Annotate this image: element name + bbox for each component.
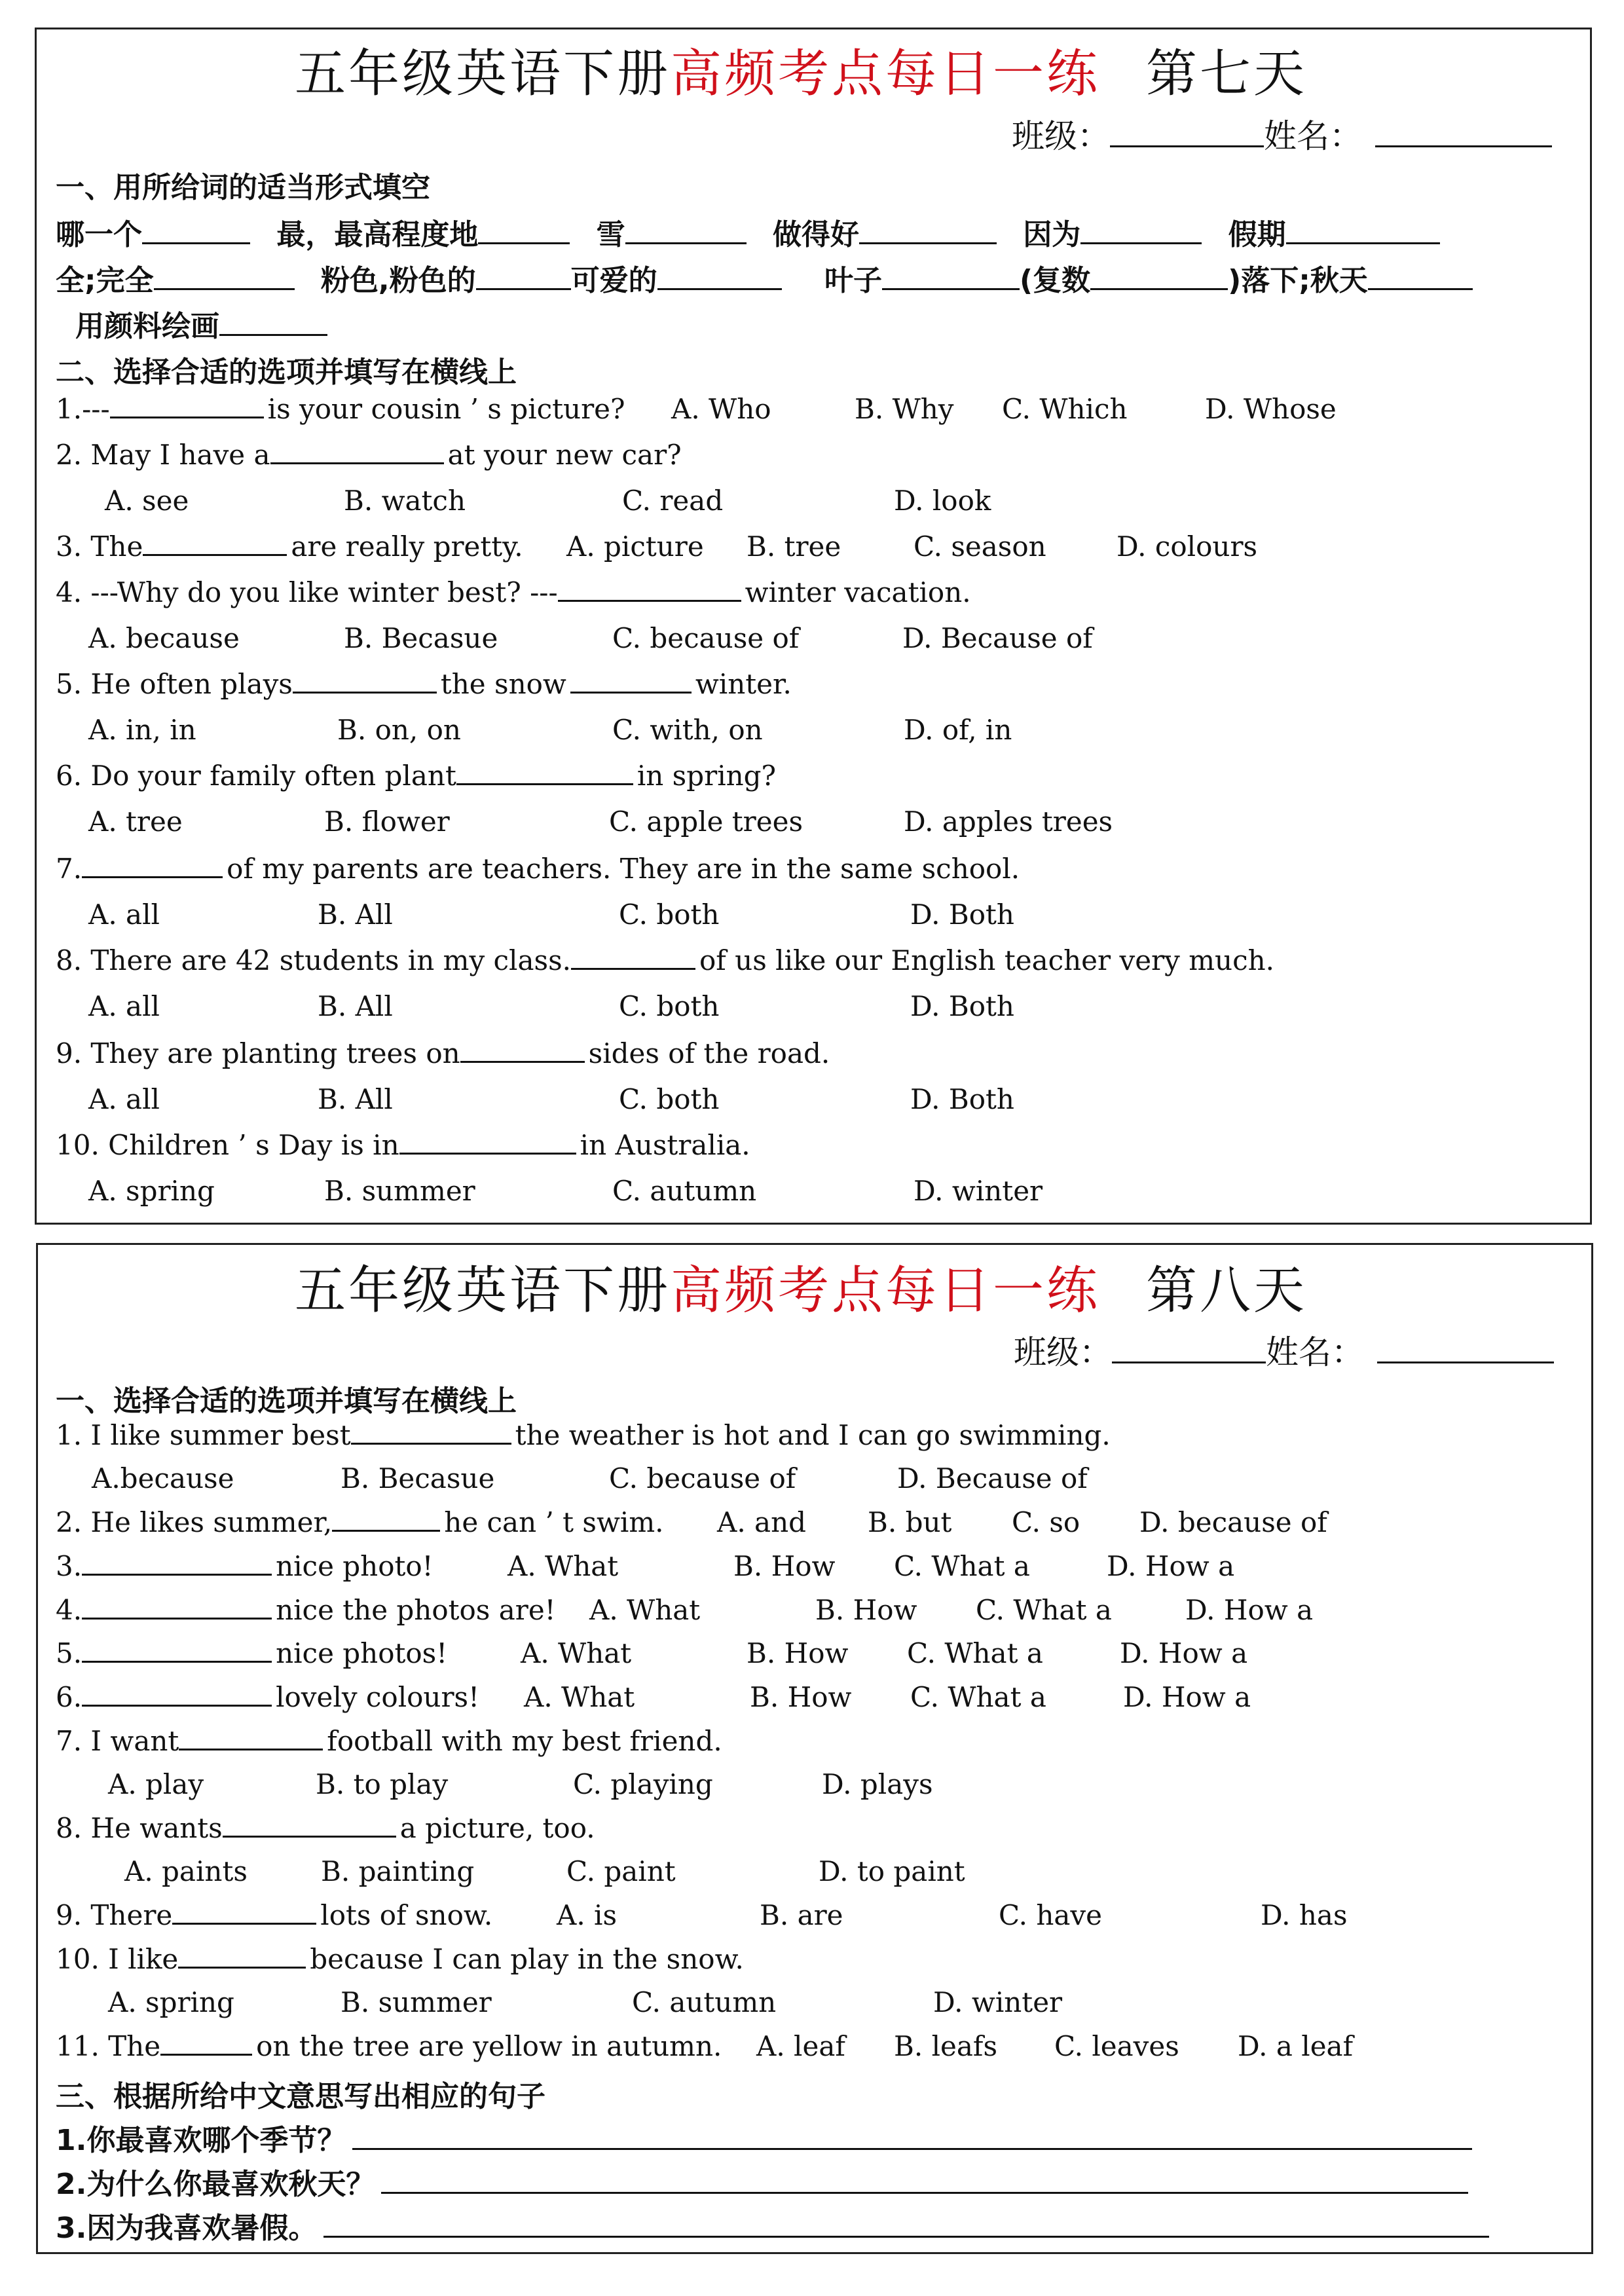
question-text: nice photos! bbox=[276, 1637, 448, 1669]
option-a[interactable]: A. and bbox=[717, 1506, 807, 1538]
option-a[interactable]: A. What bbox=[524, 1681, 635, 1713]
question-text: in spring? bbox=[637, 760, 777, 792]
section-heading: 一、用所给词的适当形式填空 bbox=[56, 171, 430, 204]
option-b[interactable]: B. How bbox=[815, 1594, 917, 1626]
question-row bbox=[56, 1681, 479, 1713]
answer-blank[interactable] bbox=[657, 287, 782, 290]
question-text: 11. The bbox=[56, 2030, 161, 2062]
question-text: a picture, too. bbox=[399, 1812, 595, 1844]
question-text: the weather is hot and I can go swimming. bbox=[515, 1419, 1111, 1451]
option-a[interactable]: A. spring bbox=[88, 1175, 215, 1207]
option-a[interactable]: A. tree bbox=[88, 805, 183, 838]
section-heading: 一、选择合适的选项并填写在横线上 bbox=[56, 1384, 517, 1418]
title-grade: 五年级英语下册 bbox=[295, 45, 671, 103]
option-a[interactable]: A. leaf bbox=[756, 2030, 845, 2062]
option-c[interactable]: C. both bbox=[619, 898, 720, 931]
worksheet-title-day8 bbox=[295, 1250, 1307, 1323]
question-text: because I can play in the snow. bbox=[310, 1943, 744, 1975]
question-text: 4. bbox=[56, 1594, 83, 1626]
option-a[interactable]: A. because bbox=[88, 622, 240, 654]
option-a[interactable]: A. What bbox=[589, 1594, 701, 1626]
answer-blank[interactable] bbox=[558, 599, 741, 602]
question-row bbox=[56, 1550, 434, 1582]
answer-blank[interactable] bbox=[82, 1704, 272, 1707]
option-b[interactable]: B. How bbox=[747, 1637, 849, 1669]
question-row bbox=[56, 530, 523, 563]
option-a[interactable]: A. see bbox=[105, 485, 189, 517]
option-c[interactable]: C. because of bbox=[612, 622, 800, 654]
option-b[interactable]: B. How bbox=[750, 1681, 852, 1713]
option-d[interactable]: D. to paint bbox=[819, 1855, 965, 1887]
answer-blank[interactable] bbox=[1090, 287, 1228, 290]
title-grade: 五年级英语下册 bbox=[295, 1261, 671, 1320]
option-b[interactable]: B. All bbox=[318, 898, 393, 931]
option-c[interactable]: C. What a bbox=[910, 1681, 1046, 1713]
question-text: 1.--- bbox=[56, 393, 110, 425]
option-b[interactable]: B. tree bbox=[747, 530, 841, 563]
answer-blank[interactable] bbox=[476, 287, 571, 290]
answer-blank[interactable] bbox=[571, 967, 695, 970]
answer-blank[interactable] bbox=[82, 876, 223, 878]
question-row bbox=[56, 1943, 744, 1975]
vocab-prompt: (复数 bbox=[1019, 264, 1091, 297]
vocab-prompt: 粉色,粉色的 bbox=[320, 264, 476, 297]
title-day: 第七天 bbox=[1146, 45, 1308, 103]
question-row bbox=[56, 944, 1274, 976]
question-text: winter. bbox=[695, 668, 792, 700]
question-row bbox=[56, 1037, 830, 1069]
question-text: of us like our English teacher very much. bbox=[699, 944, 1275, 976]
question-text: 2. May I have a bbox=[56, 439, 270, 471]
answer-blank[interactable] bbox=[219, 333, 327, 336]
answer-line[interactable] bbox=[352, 2147, 1472, 2150]
question-text: football with my best friend. bbox=[327, 1725, 722, 1757]
option-b[interactable]: B. Why bbox=[855, 393, 954, 425]
answer-line[interactable] bbox=[381, 2191, 1468, 2194]
question-row bbox=[56, 668, 792, 700]
vocab-prompt: 雪 bbox=[596, 218, 625, 251]
vocab-prompt: 最，最高程度地 bbox=[276, 218, 479, 251]
question-text: 2. He likes summer, bbox=[56, 1506, 333, 1538]
option-c[interactable]: C. season bbox=[913, 530, 1046, 563]
option-b[interactable]: B. flower bbox=[324, 805, 450, 838]
question-text: 9. They are planting trees on bbox=[56, 1037, 460, 1069]
question-text: 10. Children ’ s Day is in bbox=[56, 1129, 399, 1161]
answer-blank[interactable] bbox=[1286, 242, 1440, 244]
vocab-row bbox=[56, 211, 1440, 253]
option-b[interactable]: B. All bbox=[318, 1083, 393, 1115]
option-b[interactable]: B. to play bbox=[316, 1768, 449, 1800]
translation-prompt: 2.为什么你最喜欢秋天？ bbox=[56, 2168, 375, 2201]
option-b[interactable]: B. summer bbox=[324, 1175, 475, 1207]
vocab-prompt: 因为 bbox=[1023, 218, 1081, 251]
question-text: is your cousin ’ s picture? bbox=[267, 393, 625, 425]
answer-blank[interactable] bbox=[570, 691, 692, 694]
question-text: nice the photos are! bbox=[276, 1594, 556, 1626]
answer-blank[interactable] bbox=[478, 242, 570, 244]
question-text: 3. bbox=[56, 1550, 83, 1582]
option-d[interactable]: D. apples trees bbox=[904, 805, 1113, 838]
option-a[interactable]: A. What bbox=[507, 1550, 619, 1582]
option-d[interactable]: D. plays bbox=[822, 1768, 933, 1800]
option-c[interactable]: C. playing bbox=[573, 1768, 713, 1800]
question-text: 8. There are 42 students in my class. bbox=[56, 944, 571, 976]
answer-blank[interactable] bbox=[110, 416, 264, 418]
option-b[interactable]: B. leafs bbox=[894, 2030, 997, 2062]
answer-blank[interactable] bbox=[82, 1617, 272, 1620]
question-text: sides of the road. bbox=[588, 1037, 830, 1069]
option-d[interactable]: D. Whose bbox=[1205, 393, 1337, 425]
question-row bbox=[56, 1812, 595, 1844]
title-highlight: 高频考点每日一练 bbox=[671, 45, 1101, 103]
question-text: lots of snow. bbox=[320, 1899, 493, 1931]
option-d[interactable]: D. colours bbox=[1116, 530, 1258, 563]
option-b[interactable]: B. on, on bbox=[337, 714, 461, 746]
option-c[interactable]: C. read bbox=[622, 485, 724, 517]
option-a[interactable]: A. Who bbox=[671, 393, 771, 425]
name-label: 姓名： bbox=[1264, 117, 1362, 155]
translation-item bbox=[56, 2204, 1489, 2246]
question-text: on the tree are yellow in autumn. bbox=[256, 2030, 722, 2062]
option-c[interactable]: C. so bbox=[1012, 1506, 1080, 1538]
option-a[interactable]: A. play bbox=[108, 1768, 204, 1800]
vocab-row bbox=[56, 257, 1473, 299]
vocab-prompt: 可爱的 bbox=[570, 264, 657, 297]
answer-blank[interactable] bbox=[82, 1573, 272, 1576]
question-text: at your new car? bbox=[447, 439, 682, 471]
translation-prompt: 3.因为我喜欢暑假。 bbox=[56, 2212, 318, 2245]
answer-blank[interactable] bbox=[143, 553, 287, 556]
answer-blank[interactable] bbox=[460, 1060, 585, 1063]
section-heading: 三、根据所给中文意思写出相应的句子 bbox=[56, 2080, 545, 2113]
class-blank[interactable] bbox=[1110, 145, 1264, 147]
question-text: 6. bbox=[56, 1681, 83, 1713]
question-text: 3. The bbox=[56, 530, 143, 563]
name-label: 姓名： bbox=[1266, 1333, 1364, 1371]
option-a[interactable]: A. picture bbox=[566, 530, 704, 563]
vocab-prompt: 用颜料绘画 bbox=[75, 310, 219, 343]
answer-blank[interactable] bbox=[332, 1529, 440, 1532]
answer-line[interactable] bbox=[323, 2235, 1489, 2238]
question-row bbox=[56, 2030, 722, 2062]
option-c[interactable]: C. What a bbox=[907, 1637, 1043, 1669]
title-highlight: 高频考点每日一练 bbox=[671, 1261, 1101, 1320]
question-row bbox=[56, 576, 971, 608]
option-b[interactable]: B. Becasue bbox=[341, 1462, 495, 1494]
vocab-prompt: 全;完全 bbox=[56, 264, 154, 297]
answer-blank[interactable] bbox=[859, 242, 997, 244]
question-text: 8. He wants bbox=[56, 1812, 223, 1844]
option-c[interactable]: C. autumn bbox=[632, 1986, 777, 2018]
vocab-prompt: 假期 bbox=[1228, 218, 1286, 251]
translation-item bbox=[56, 2160, 1468, 2202]
option-c[interactable]: C. What a bbox=[976, 1594, 1112, 1626]
question-row bbox=[56, 1129, 750, 1161]
question-text: winter vacation. bbox=[745, 576, 971, 608]
option-d[interactable]: D. Both bbox=[910, 1083, 1014, 1115]
option-d[interactable]: D. of, in bbox=[904, 714, 1012, 746]
option-c[interactable]: C. paint bbox=[566, 1855, 676, 1887]
name-blank[interactable] bbox=[1377, 1361, 1554, 1363]
answer-blank[interactable] bbox=[179, 1748, 323, 1750]
question-row bbox=[56, 853, 1020, 885]
answer-blank[interactable] bbox=[172, 1922, 316, 1925]
option-d[interactable]: D. How a bbox=[1185, 1594, 1314, 1626]
question-text: are really pretty. bbox=[291, 530, 523, 563]
question-text: 5. He often plays bbox=[56, 668, 293, 700]
question-text: the snow bbox=[440, 668, 566, 700]
vocab-prompt: 叶子 bbox=[824, 264, 882, 297]
option-a[interactable]: A. all bbox=[88, 1083, 160, 1115]
option-a[interactable]: A. spring bbox=[108, 1986, 234, 2018]
question-text: of my parents are teachers. They are in the same school. bbox=[227, 853, 1020, 885]
question-text: 1. I like summer best bbox=[56, 1419, 351, 1451]
class-blank[interactable] bbox=[1112, 1361, 1266, 1363]
class-label: 班级： bbox=[1012, 117, 1110, 155]
option-d[interactable]: D. because of bbox=[1139, 1506, 1327, 1538]
question-text: in Australia. bbox=[580, 1129, 750, 1161]
question-text: 7. I want bbox=[56, 1725, 179, 1757]
name-blank[interactable] bbox=[1375, 145, 1552, 147]
question-row bbox=[56, 760, 776, 792]
option-d[interactable]: D. Because of bbox=[902, 622, 1093, 654]
question-row bbox=[56, 1637, 447, 1669]
option-c[interactable]: C. both bbox=[619, 990, 720, 1022]
class-name-row-day7 bbox=[1012, 110, 1552, 157]
answer-blank[interactable] bbox=[625, 242, 747, 244]
option-c[interactable]: C. have bbox=[999, 1899, 1103, 1931]
option-a[interactable]: A.because bbox=[92, 1462, 234, 1494]
option-a[interactable]: A. all bbox=[88, 898, 160, 931]
question-row bbox=[56, 1419, 1111, 1451]
answer-blank[interactable] bbox=[160, 2053, 252, 2056]
option-d[interactable]: D. How a bbox=[1107, 1550, 1235, 1582]
option-d[interactable]: D. How a bbox=[1123, 1681, 1251, 1713]
question-text: lovely colours! bbox=[276, 1681, 479, 1713]
option-b[interactable]: B. How bbox=[733, 1550, 836, 1582]
class-label: 班级： bbox=[1014, 1333, 1112, 1371]
translation-item bbox=[56, 2117, 1472, 2158]
option-a[interactable]: A. in, in bbox=[88, 714, 196, 746]
answer-blank[interactable] bbox=[270, 462, 444, 464]
answer-blank[interactable] bbox=[154, 287, 295, 290]
option-c[interactable]: C. because of bbox=[609, 1462, 796, 1494]
question-text: 9. There bbox=[56, 1899, 173, 1931]
option-d[interactable]: D. look bbox=[894, 485, 991, 517]
answer-blank[interactable] bbox=[882, 287, 1020, 290]
answer-blank[interactable] bbox=[351, 1442, 511, 1445]
question-row bbox=[56, 1899, 492, 1931]
answer-blank[interactable] bbox=[82, 1660, 272, 1663]
option-d[interactable]: D. winter bbox=[933, 1986, 1063, 2018]
answer-blank[interactable] bbox=[456, 783, 633, 785]
option-d[interactable]: D. has bbox=[1261, 1899, 1348, 1931]
option-c[interactable]: C. apple trees bbox=[609, 805, 803, 838]
option-a[interactable]: A. all bbox=[88, 990, 160, 1022]
title-day: 第八天 bbox=[1146, 1261, 1308, 1320]
question-text: he can ’ t swim. bbox=[444, 1506, 664, 1538]
vocab-prompt: 哪一个 bbox=[56, 218, 142, 251]
option-b[interactable]: B. are bbox=[760, 1899, 843, 1931]
option-b[interactable]: B. painting bbox=[321, 1855, 475, 1887]
answer-blank[interactable] bbox=[399, 1152, 576, 1155]
option-c[interactable]: C. Which bbox=[1002, 393, 1128, 425]
option-d[interactable]: D. Both bbox=[910, 898, 1014, 931]
translation-prompt: 1.你最喜欢哪个季节？ bbox=[56, 2124, 346, 2157]
answer-blank[interactable] bbox=[223, 1835, 396, 1838]
option-c[interactable]: C. leaves bbox=[1054, 2030, 1179, 2062]
option-a[interactable]: A. paints bbox=[124, 1855, 248, 1887]
option-d[interactable]: D. a leaf bbox=[1238, 2030, 1354, 2062]
option-b[interactable]: B. All bbox=[318, 990, 393, 1022]
option-b[interactable]: B. but bbox=[868, 1506, 952, 1538]
option-d[interactable]: D. winter bbox=[913, 1175, 1043, 1207]
option-d[interactable]: D. Both bbox=[910, 990, 1014, 1022]
option-a[interactable]: A. is bbox=[557, 1899, 618, 1931]
question-text: 5. bbox=[56, 1637, 83, 1669]
option-c[interactable]: C. What a bbox=[894, 1550, 1030, 1582]
option-c[interactable]: C. autumn bbox=[612, 1175, 757, 1207]
option-b[interactable]: B. summer bbox=[341, 1986, 492, 2018]
question-row bbox=[56, 1725, 722, 1757]
answer-blank[interactable] bbox=[293, 691, 437, 694]
question-text: 7. bbox=[56, 853, 83, 885]
option-d[interactable]: D. Because of bbox=[897, 1462, 1088, 1494]
option-c[interactable]: C. both bbox=[619, 1083, 720, 1115]
question-text: 6. Do your family often plant bbox=[56, 760, 456, 792]
vocab-prompt: 做得好 bbox=[772, 218, 859, 251]
option-b[interactable]: B. Becasue bbox=[344, 622, 498, 654]
answer-blank[interactable] bbox=[1368, 287, 1473, 290]
option-d[interactable]: D. How a bbox=[1120, 1637, 1248, 1669]
worksheet-title-day7 bbox=[295, 33, 1307, 106]
question-row bbox=[56, 1594, 556, 1626]
answer-blank[interactable] bbox=[142, 242, 250, 244]
question-text: 10. I like bbox=[56, 1943, 179, 1975]
question-row bbox=[56, 393, 625, 425]
class-name-row-day8 bbox=[1014, 1326, 1554, 1373]
question-row bbox=[56, 1506, 664, 1538]
section-heading: 二、选择合适的选项并填写在横线上 bbox=[56, 356, 517, 389]
question-text: 4. ---Why do you like winter best? --- bbox=[56, 576, 558, 608]
vocab-prompt: )落下;秋天 bbox=[1228, 264, 1368, 297]
answer-blank[interactable] bbox=[1080, 242, 1202, 244]
option-c[interactable]: C. with, on bbox=[612, 714, 763, 746]
question-row bbox=[56, 439, 682, 471]
question-text: nice photo! bbox=[276, 1550, 434, 1582]
answer-blank[interactable] bbox=[178, 1966, 306, 1969]
vocab-row bbox=[75, 303, 327, 344]
option-a[interactable]: A. What bbox=[521, 1637, 632, 1669]
option-b[interactable]: B. watch bbox=[344, 485, 466, 517]
